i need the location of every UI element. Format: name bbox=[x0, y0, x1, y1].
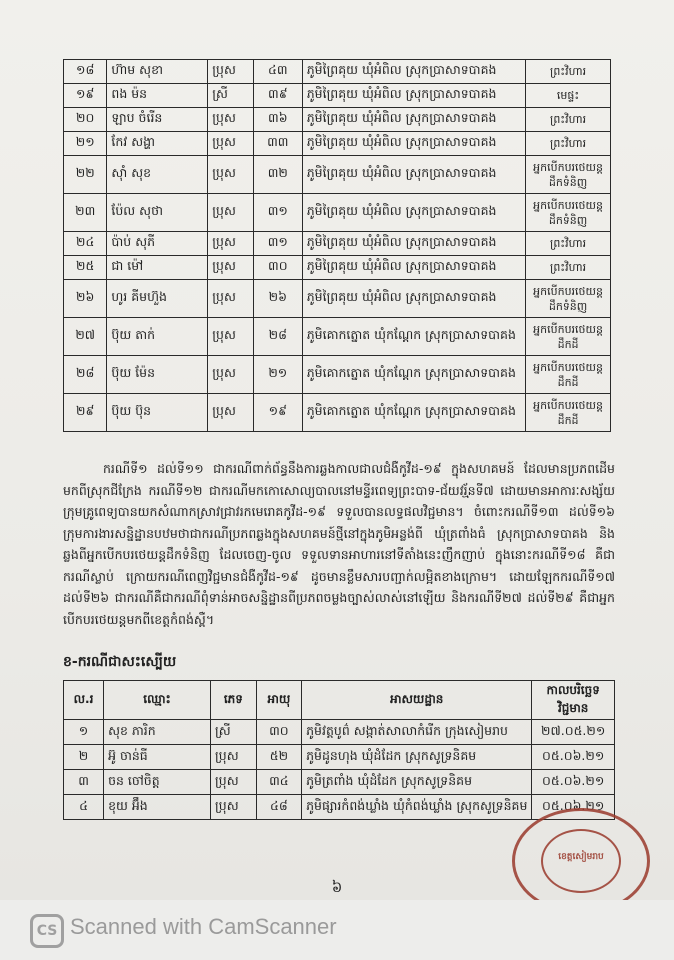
cell-address: ភូមិព្រៃគុយ ឃុំអំពិល ស្រុកប្រាសាទបាគង bbox=[302, 60, 525, 84]
cell-address: ភូមិព្រៃគុយ ឃុំអំពិល ស្រុកប្រាសាទបាគង bbox=[302, 156, 525, 194]
cell-address: ភូមិវត្តបូព៌ សង្កាត់សាលាកំរើក ក្រុងសៀមរាប bbox=[302, 720, 532, 745]
cell-name: កែវ សង្ហា bbox=[107, 132, 208, 156]
cell-age: ៣០ bbox=[253, 256, 302, 280]
recovered-table bbox=[63, 680, 615, 820]
table-row bbox=[64, 108, 611, 132]
scanner-watermark-text: Scanned with CamScanner bbox=[70, 914, 337, 939]
cell-no: ២៧ bbox=[64, 318, 107, 356]
cell-no: ១ bbox=[64, 720, 104, 745]
cell-age: ៣៦ bbox=[253, 108, 302, 132]
cell-occupation: ព្រះវិហារ bbox=[526, 256, 611, 280]
cell-occupation: អ្នកបើកបរថេយន្ត ដឹកទំនិញ bbox=[526, 156, 611, 194]
cell-name: ប៊ុយ ប៊ុន bbox=[107, 394, 208, 432]
cell-no: ២២ bbox=[64, 156, 107, 194]
cell-no: ២៥ bbox=[64, 256, 107, 280]
cell-address: ភូមិគោកត្នោត ឃុំកណ្ដែក ស្រុកប្រាសាទបាគង bbox=[302, 356, 525, 394]
cell-address: ភូមិគោកត្នោត ឃុំកណ្ដែក ស្រុកប្រាសាទបាគង bbox=[302, 318, 525, 356]
cell-occupation: អ្នកបើកបរថេយន្ត ដឹកទំនិញ bbox=[526, 280, 611, 318]
cell-occupation: ព្រះវិហារ bbox=[526, 60, 611, 84]
cell-sex: ប្រុស bbox=[208, 356, 254, 394]
cell-name: ប៉ាប់ សុភី bbox=[107, 232, 208, 256]
table-row bbox=[64, 795, 615, 820]
cell-no: ២៩ bbox=[64, 394, 107, 432]
cell-address: ភូមិព្រៃគុយ ឃុំអំពិល ស្រុកប្រាសាទបាគង bbox=[302, 108, 525, 132]
cell-name: ប៉ែល សុថា bbox=[107, 194, 208, 232]
cell-no: ១៨ bbox=[64, 60, 107, 84]
scanner-footer bbox=[0, 900, 674, 960]
cell-address: ភូមិព្រៃគុយ ឃុំអំពិល ស្រុកប្រាសាទបាគង bbox=[302, 280, 525, 318]
header-name: ឈ្មោះ bbox=[104, 681, 211, 720]
cell-name: ជា ម៉ៅ bbox=[107, 256, 208, 280]
cell-no: ២៤ bbox=[64, 232, 107, 256]
table-row bbox=[64, 280, 611, 318]
cell-sex: ប្រុស bbox=[211, 770, 257, 795]
cell-age: ២៨ bbox=[253, 318, 302, 356]
camscanner-logo-icon: CS bbox=[30, 914, 64, 948]
cell-sex: ប្រុស bbox=[211, 795, 257, 820]
cell-no: ២៣ bbox=[64, 194, 107, 232]
cell-address: ភូមិព្រៃគុយ ឃុំអំពិល ស្រុកប្រាសាទបាគង bbox=[302, 256, 525, 280]
table-row bbox=[64, 356, 611, 394]
cell-occupation: អ្នកបើកបរថេយន្ត ដឹកទំនិញ bbox=[526, 194, 611, 232]
cell-age: ២៦ bbox=[253, 280, 302, 318]
seal-text: ខេត្តសៀមរាប bbox=[558, 852, 604, 862]
cell-sex: ស្រី bbox=[211, 720, 257, 745]
cell-sex: ប្រុស bbox=[208, 280, 254, 318]
cell-no: ៤ bbox=[64, 795, 104, 820]
cell-occupation: ព្រះវិហារ bbox=[526, 232, 611, 256]
cell-occupation: ព្រះវិហារ bbox=[526, 132, 611, 156]
cell-age: ៣០ bbox=[256, 720, 301, 745]
cell-age: ៣១ bbox=[253, 232, 302, 256]
cell-no: ២០ bbox=[64, 108, 107, 132]
cell-no: ២១ bbox=[64, 132, 107, 156]
table-header-row bbox=[64, 681, 615, 720]
table-row bbox=[64, 84, 611, 108]
cell-sex: ប្រុស bbox=[208, 194, 254, 232]
cell-date: ០៥.០៦.២១ bbox=[532, 745, 615, 770]
table-row bbox=[64, 194, 611, 232]
cell-no: ១៩ bbox=[64, 84, 107, 108]
table-row bbox=[64, 394, 611, 432]
cell-sex: ប្រុស bbox=[208, 132, 254, 156]
header-date: កាលបរិច្ឆេទ វិជ្ជមាន bbox=[532, 681, 615, 720]
table-row bbox=[64, 318, 611, 356]
cases-table bbox=[63, 59, 611, 432]
table-row bbox=[64, 232, 611, 256]
header-sex: ភេទ bbox=[211, 681, 257, 720]
cell-age: ១៩ bbox=[253, 394, 302, 432]
cell-age: ៤៣ bbox=[253, 60, 302, 84]
cell-no: ២ bbox=[64, 745, 104, 770]
cell-address: ភូមិផ្សារកំពង់ឃ្លាំង ឃុំកំពង់ឃ្លាំង ស្រុកសូទ្រនិគម bbox=[302, 795, 532, 820]
table-row bbox=[64, 256, 611, 280]
cell-age: ៣៤ bbox=[256, 770, 301, 795]
cell-name: សុខ ភារិក bbox=[104, 720, 211, 745]
cell-name: ហូរ គីមហ៊ួង bbox=[107, 280, 208, 318]
cell-sex: ប្រុស bbox=[208, 318, 254, 356]
cell-date: ០៥.០៦.២១ bbox=[532, 770, 615, 795]
table-row bbox=[64, 745, 615, 770]
cell-address: ភូមិត្រពាំង ឃុំដំដែក ស្រុកសូទ្រនិគម bbox=[302, 770, 532, 795]
cell-no: ៣ bbox=[64, 770, 104, 795]
cell-address: ភូមិគោកត្នោត ឃុំកណ្ដែក ស្រុកប្រាសាទបាគង bbox=[302, 394, 525, 432]
cell-address: ភូមិព្រៃគុយ ឃុំអំពិល ស្រុកប្រាសាទបាគង bbox=[302, 84, 525, 108]
cell-age: ៣៩ bbox=[253, 84, 302, 108]
header-age: អាយុ bbox=[256, 681, 301, 720]
table-row bbox=[64, 60, 611, 84]
cell-sex: ប្រុស bbox=[208, 232, 254, 256]
page-number: ៦ bbox=[331, 878, 343, 896]
header-no: ល.រ bbox=[64, 681, 104, 720]
cell-name: ចន ចៅចិត្ត bbox=[104, 770, 211, 795]
cell-no: ២៦ bbox=[64, 280, 107, 318]
cell-age: ៣២ bbox=[253, 156, 302, 194]
section-title-recovered: ខ-ករណីជាសះស្បើយ bbox=[63, 654, 177, 670]
table-row bbox=[64, 720, 615, 745]
summary-paragraph: ករណីទី១ ដល់ទី១១ ជាករណីពាក់ព័ន្ធនឹងការឆ្លងកាលជាលជំងឺកូវីដ-១៩ ក្នុងសហគមន៍ ដែលមានប្រភពដើមមកពីស្រុកជីក្រែង ករណីទី១២ ជាករណីមកកោសោល្យបាលនៅមន្ទីរពេទ្យព្រះបាទ-ជ័យវរ្ម័នទី៧ ដោយមានអាការៈសង្ស័យ ក្រុមគ្រូពេទ្យបានយកសំណាកស្រាវជ្រាវរកមេរោគកូវីដ-១៩ ទទួលបានលទ្ធផលវិជ្ជមាន។ ចំពោះករណីទី១៣ ដល់ទី១៦ ក្រុមការងារសន្និដ្ឋានបឋមថាជាករណីប្រភពឆ្លងក្នុងសហគមន៍ថ្មីនៅក្នុងភូមិអន្លង់ពី ឃុំត្រពាំងធំ ស្រុកប្រាសាទបាគង និងឆ្លងពីអ្នកបើកបរថេយន្តដឹកទំនិញ ដែលចេញ-ចូល ទទួលទានអាហារនៅទីតាំងនេះញឹកញាប់ ក្នុងនោះករណីទី១៨ គឺជាករណីស្លាប់ ក្រោយករណីពេញវិជ្ជមានជំងឺកូវីដ-១៩ ដូចមានខ្លឹមសារបញ្ជាក់លម្អិតខាងក្រោម។ ដោយឡែកករណីទី១៧ ដល់ទី២៦ ជាករណីគឺជាករណីពុំទាន់អាចសន្និដ្ឋានពីប្រភពចម្លងច្បាស់លាស់នៅឡើយ និងករណីទី២៧ ដល់ទី២៩ គឺជាអ្នកបើកបរថេយន្តមកពីខេត្តកំពង់ស្ពឺ។ bbox=[63, 461, 615, 627]
cell-sex: ប្រុស bbox=[208, 256, 254, 280]
official-seal bbox=[512, 808, 650, 914]
cell-occupation: មេផ្ទះ bbox=[526, 84, 611, 108]
cell-no: ២៨ bbox=[64, 356, 107, 394]
cell-name: ស៊ាំ សុខ bbox=[107, 156, 208, 194]
cell-sex: ប្រុស bbox=[208, 156, 254, 194]
cell-age: ៤៨ bbox=[256, 795, 301, 820]
cell-name: ខុយ អ៊ឹង bbox=[104, 795, 211, 820]
cell-address: ភូមិដូនហុង ឃុំដំដែក ស្រុកសូទ្រនិគម bbox=[302, 745, 532, 770]
cell-name: ឡាប ចំរើន bbox=[107, 108, 208, 132]
cell-sex: ស្រី bbox=[208, 84, 254, 108]
cell-age: ៥២ bbox=[256, 745, 301, 770]
cell-age: ២១ bbox=[253, 356, 302, 394]
cell-occupation: ព្រះវិហារ bbox=[526, 108, 611, 132]
cell-address: ភូមិព្រៃគុយ ឃុំអំពិល ស្រុកប្រាសាទបាគង bbox=[302, 132, 525, 156]
cell-address: ភូមិព្រៃគុយ ឃុំអំពិល ស្រុកប្រាសាទបាគង bbox=[302, 232, 525, 256]
cell-sex: ប្រុស bbox=[208, 394, 254, 432]
cell-occupation: អ្នកបើកបរថេយន្ត ដឹកដី bbox=[526, 394, 611, 432]
cell-address: ភូមិព្រៃគុយ ឃុំអំពិល ស្រុកប្រាសាទបាគង bbox=[302, 194, 525, 232]
cell-name: អ៊ូ ចាន់ធី bbox=[104, 745, 211, 770]
table-row bbox=[64, 770, 615, 795]
table-row bbox=[64, 156, 611, 194]
cell-age: ៣៣ bbox=[253, 132, 302, 156]
cell-sex: ប្រុស bbox=[208, 60, 254, 84]
cell-name: ហ៊ាម សុខា bbox=[107, 60, 208, 84]
cell-name: ប៊ុយ តាក់ bbox=[107, 318, 208, 356]
cell-date: ០៥.០៦.២១ bbox=[532, 795, 615, 820]
cell-sex: ប្រុស bbox=[208, 108, 254, 132]
table-row bbox=[64, 132, 611, 156]
cell-occupation: អ្នកបើកបរថេយន្ត ដឹកដី bbox=[526, 356, 611, 394]
header-address: អាសយដ្ឋាន bbox=[302, 681, 532, 720]
cell-occupation: អ្នកបើកបរថេយន្ត ដឹកដី bbox=[526, 318, 611, 356]
cell-name: ពង ម៉ន bbox=[107, 84, 208, 108]
cell-date: ២៧.០៥.២១ bbox=[532, 720, 615, 745]
cell-name: ប៊ុយ ម៉ែន bbox=[107, 356, 208, 394]
cell-age: ៣១ bbox=[253, 194, 302, 232]
cell-sex: ប្រុស bbox=[211, 745, 257, 770]
